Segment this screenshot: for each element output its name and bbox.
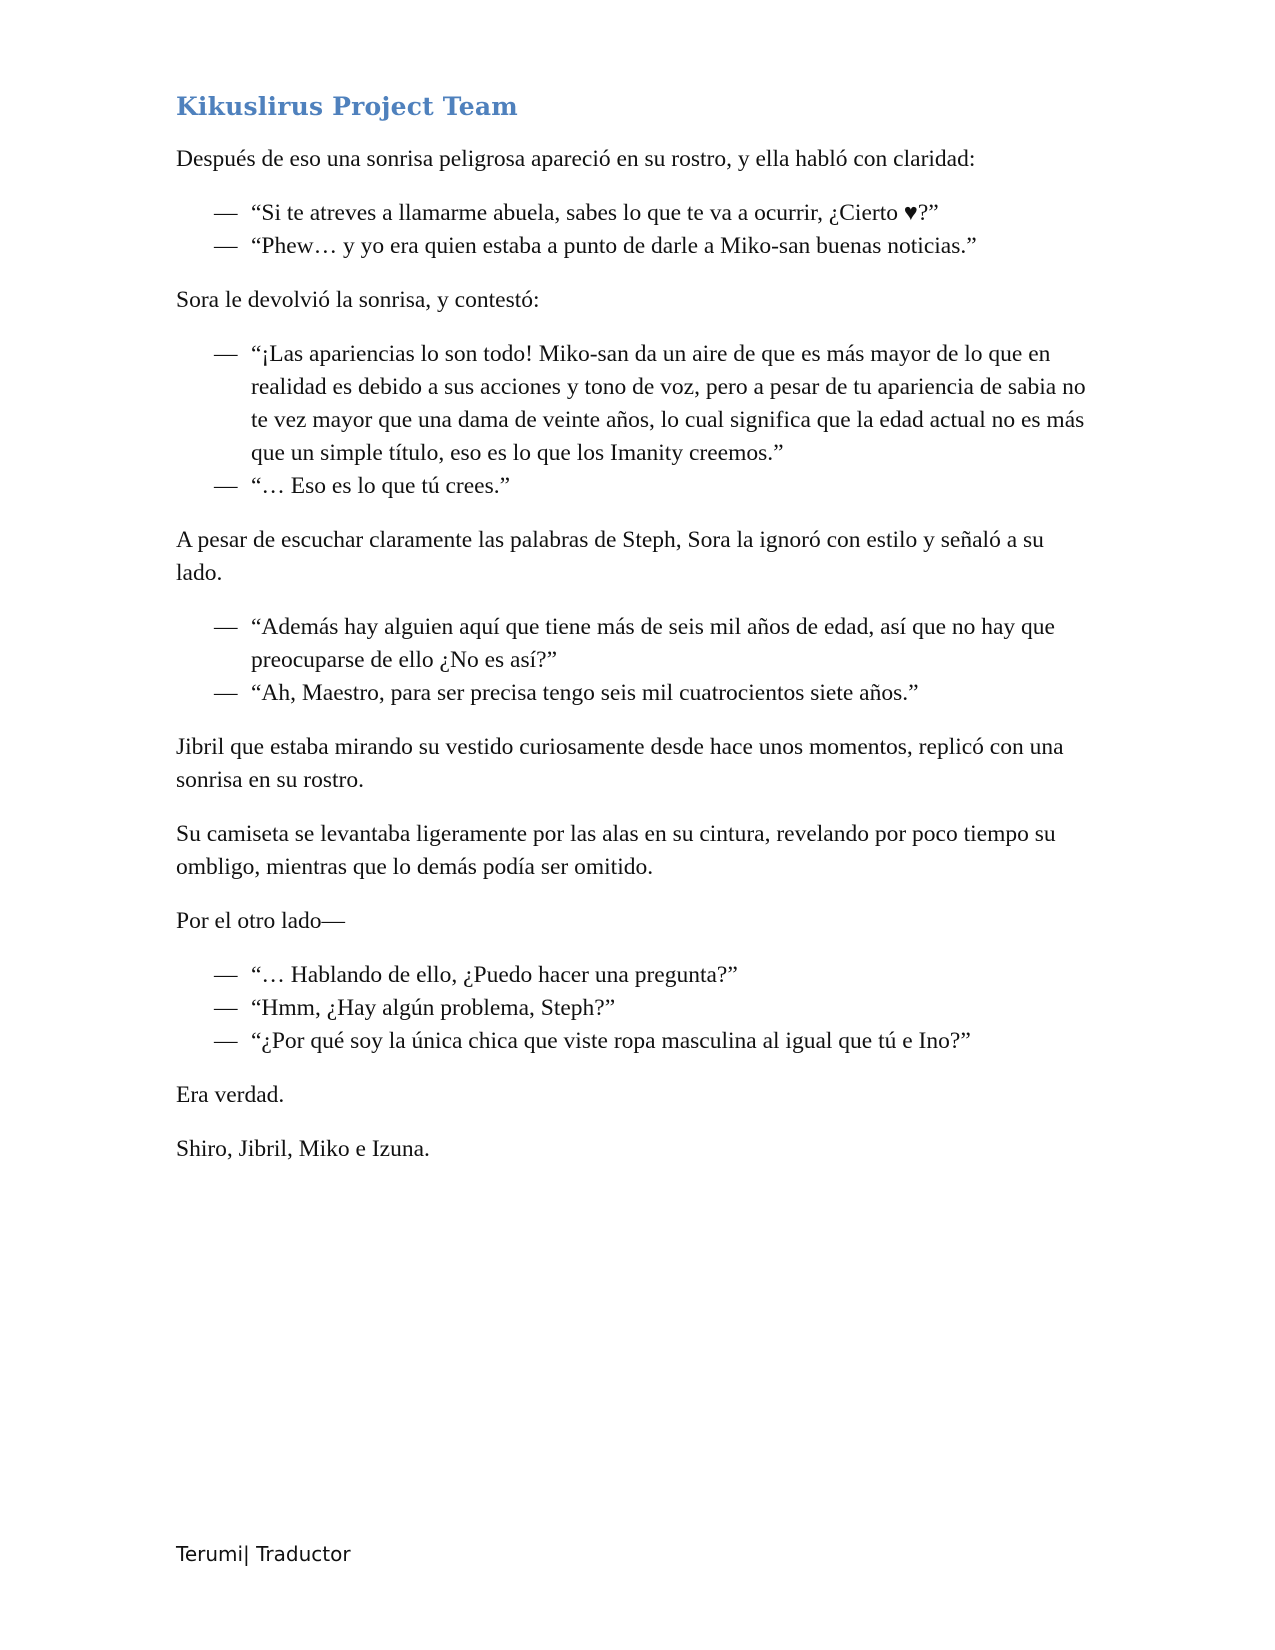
- document-body: [176, 143, 1096, 1187]
- dialogue-dash: —: [214, 1028, 238, 1054]
- dialogue-text: “¿Por qué soy la única chica que viste ropa masculina al igual que tú e Ino?”: [251, 1028, 971, 1054]
- dialogue-dash: —: [214, 962, 238, 988]
- dialogue-text: “¡Las apariencias lo son todo! Miko-san da un aire de que es más mayor de lo que en realidad es debido a sus acciones y tono de voz, pero a pesar de tu apariencia de sabia no te vez mayor que una dama de veinte años, lo cual significa que la edad actual no es más que un simple título, eso es lo que los Imanity creemos.”: [251, 341, 1086, 466]
- dialogue-line: [176, 992, 1096, 1025]
- dialogue-dash: —: [214, 233, 238, 259]
- dialogue-line: [176, 338, 1096, 470]
- paragraph: Después de eso una sonrisa peligrosa apareció en su rostro, y ella habló con claridad:: [176, 146, 976, 172]
- dialogue-line: [176, 611, 1096, 677]
- dialogue-dash: —: [214, 614, 238, 640]
- dialogue-list: [176, 959, 1096, 1058]
- paragraph: Era verdad.: [176, 1082, 285, 1108]
- dialogue-list: [176, 338, 1096, 503]
- paragraph: Por el otro lado—: [176, 908, 346, 934]
- dialogue-dash: —: [214, 341, 238, 367]
- dialogue-line: [176, 230, 1096, 263]
- dialogue-text: “Ah, Maestro, para ser precisa tengo seis mil cuatrocientos siete años.”: [251, 680, 919, 706]
- dialogue-dash: —: [214, 473, 238, 499]
- paragraph: Sora le devolvió la sonrisa, y contestó:: [176, 287, 540, 313]
- dialogue-line: [176, 677, 1096, 710]
- dialogue-dash: —: [214, 680, 238, 706]
- dialogue-text: “Hmm, ¿Hay algún problema, Steph?”: [251, 995, 616, 1021]
- dialogue-text: “Además hay alguien aquí que tiene más de seis mil años de edad, así que no hay que preocuparse de ello ¿No es así?”: [251, 614, 1055, 673]
- footer-text: Terumi| Traductor: [176, 1542, 351, 1566]
- dialogue-line: [176, 1025, 1096, 1058]
- paragraph: Su camiseta se levantaba ligeramente por las alas en su cintura, revelando por poco tiempo su ombligo, mientras que lo demás podía ser omitido.: [176, 821, 1056, 880]
- dialogue-text: “… Eso es lo que tú crees.”: [251, 473, 511, 499]
- header-title: Kikuslirus Project Team: [176, 92, 518, 121]
- dialogue-line: [176, 470, 1096, 503]
- paragraph: Shiro, Jibril, Miko e Izuna.: [176, 1136, 430, 1162]
- dialogue-text: “Si te atreves a llamarme abuela, sabes lo que te va a ocurrir, ¿Cierto ♥?”: [251, 200, 939, 226]
- dialogue-line: [176, 197, 1096, 230]
- dialogue-dash: —: [214, 995, 238, 1021]
- dialogue-dash: —: [214, 200, 238, 226]
- paragraph: A pesar de escuchar claramente las palabras de Steph, Sora la ignoró con estilo y señaló a su lado.: [176, 527, 1044, 586]
- dialogue-line: [176, 959, 1096, 992]
- paragraph: Jibril que estaba mirando su vestido curiosamente desde hace unos momentos, replicó con una sonrisa en su rostro.: [176, 734, 1064, 793]
- dialogue-text: “… Hablando de ello, ¿Puedo hacer una pregunta?”: [251, 962, 738, 988]
- dialogue-list: [176, 197, 1096, 263]
- dialogue-text: “Phew… y yo era quien estaba a punto de darle a Miko-san buenas noticias.”: [251, 233, 977, 259]
- dialogue-list: [176, 611, 1096, 710]
